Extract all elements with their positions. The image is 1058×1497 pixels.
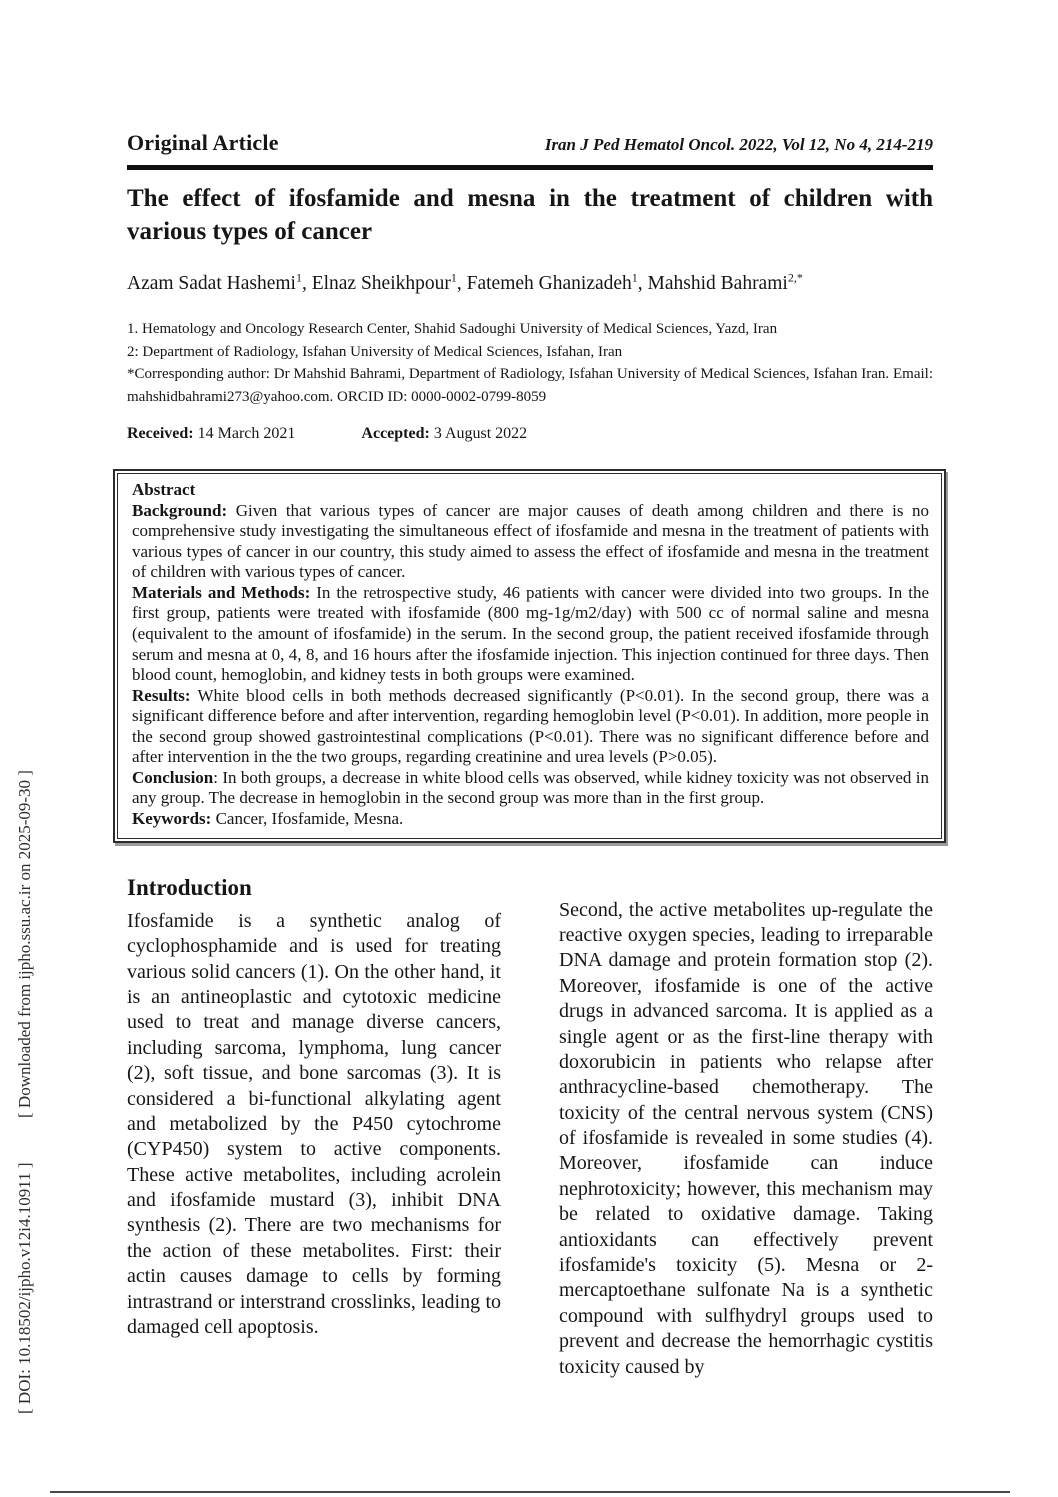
affiliation-1: 1. Hematology and Oncology Research Center, Shahid Sadoughi University of Medical Sciences, Yazd, Iran	[127, 321, 778, 337]
paper-title: The effect of ifosfamide and mesna in the treatment of children with various types of cancer	[127, 185, 933, 245]
received-date: 14 March 2021	[197, 425, 296, 442]
author-affiliation-mark: 1	[295, 270, 302, 285]
page-bottom-divider	[50, 1491, 1010, 1493]
dates-line	[127, 425, 933, 443]
left-column	[127, 873, 501, 1380]
results-label: Results:	[132, 685, 191, 705]
background-text: Given that various types of cancer are major causes of death among children and there is no comprehensive study investigating the simultaneous effect of ifosfamide and mesna in the treatment of patients with various types of cancer in our country, this study aimed to assess the effect of ifosfamide and mesna in the treatment of children with various types of cancer.	[132, 500, 930, 582]
doi-watermark: [ DOI: 10.18502/ijpho.v12i4.10911 ]	[15, 1162, 34, 1414]
author-name: , Elnaz Sheikhpour	[301, 273, 451, 294]
accepted-date: 3 August 2022	[433, 425, 528, 442]
abstract-box-inner	[117, 473, 942, 839]
abstract-keywords	[132, 809, 929, 830]
introduction-paragraph-right: Second, the active metabolites up-regulate the reactive oxygen species, leading to irreparable DNA damage and protein formation stop (2). Moreover, ifosfamide is one of the active drugs in advanced sarcoma. It is applied as a single agent or as the first-line therapy with doxorubicin in patients who relapse after anthracycline-based chemotherapy. The toxicity of the central nervous system (CNS) of ifosfamide is revealed in some studies (4). Moreover, ifosfamide can induce nephrotoxicity; however, this mechanism may be related to oxidative damage. Taking antioxidants can effectively prevent ifosfamide's toxicity (5). Mesna or 2-mercaptoethane sulfonate Na is a synthetic compound with sulfhydryl groups used to prevent and decrease the hemorrhagic cystitis toxicity caused by	[559, 898, 933, 1378]
introduction-paragraph-left: Ifosfamide is a synthetic analog of cyclophosphamide and is used for treating various solid cancers (1). On the other hand, it is an antineoplastic and cytotoxic medicine used to treat and manage diverse cancers, including sarcoma, lymphoma, lung cancer (2), soft tissue, and bone sarcomas (3). It is considered a bi-functional alkylating agent and metabolized by the P450 cytochrome (CYP450) system to active components. These active metabolites, including acrolein and ifosfamide mustard (3), inhibit DNA synthesis (2). There are two mechanisms for the action of these metabolites. First: their actin causes damage to cells by forming intrastrand or interstrand crosslinks, leading to damaged cell apoptosis.	[127, 909, 501, 1339]
abstract-box	[113, 469, 946, 843]
author-name: , Mahshid Bahrami	[637, 273, 788, 294]
author-affiliation-mark: 1	[631, 270, 638, 285]
conclusion-text: : In both groups, a decrease in white blood cells was observed, while kidney toxicity was not observed in any group. The decrease in hemoglobin in the second group was more than in the first group.	[132, 767, 929, 808]
abstract-results	[132, 686, 929, 768]
author-name: Azam Sadat Hashemi	[127, 273, 296, 294]
abstract-background	[132, 501, 929, 583]
authors-line	[127, 270, 933, 295]
introduction-heading: Introduction	[127, 874, 252, 900]
paper-page	[127, 130, 933, 1380]
introduction-section	[127, 873, 933, 1380]
received-label: Received:	[127, 425, 194, 442]
background-label: Background:	[132, 500, 228, 520]
affiliations-block	[127, 318, 933, 408]
methods-text: In the retrospective study, 46 patients with cancer were divided into two groups. In the first group, patients were treated with ifosfamide (800 mg-1g/m2/day) with 500 cc of normal saline and mesna (equivalent to the amount of ifosfamide) in the serum. In the second group, the patient received ifosfamide through serum and mesna at 0, 4, 8, and 16 hours after the ifosfamide injection. This injection continued for three days. Then blood count, hemoglobin, and kidney tests in both groups were examined.	[132, 582, 929, 685]
article-type-label: Original Article	[127, 130, 279, 155]
header-divider	[127, 165, 933, 170]
affiliation-2: 2: Department of Radiology, Isfahan University of Medical Sciences, Isfahan, Iran	[127, 343, 623, 360]
conclusion-label: Conclusion	[132, 767, 214, 787]
right-column	[559, 898, 933, 1380]
accepted-label: Accepted:	[361, 425, 430, 442]
corresponding-author-note: *Corresponding author: Dr Mahshid Bahrami, Department of Radiology, Isfahan University of Medical Sciences, Isfahan Iran. Email: mahshidbahrami273@yahoo.com. ORCID ID: 0000-0002-0799-8059	[127, 366, 933, 405]
results-text: White blood cells in both methods decreased significantly (P<0.01). In the second group, there was a significant difference before and after intervention, regarding hemoglobin level (P<0.01). In addition, more people in the second group showed gastrointestinal complications (P<0.01). There was no significant difference before and after intervention in the the two groups, regarding creatinine and urea levels (P>0.05).	[132, 685, 929, 767]
author-affiliation-mark: 1	[450, 270, 457, 285]
author-name: , Fatemeh Ghanizadeh	[456, 273, 632, 294]
abstract-methods	[132, 583, 929, 686]
journal-citation: Iran J Ped Hematol Oncol. 2022, Vol 12, No 4, 214-219	[544, 135, 933, 154]
downloaded-watermark: [ Downloaded from ijpho.ssu.ac.ir on 2025-09-30 ]	[15, 770, 34, 1118]
keywords-text: Cancer, Ifosfamide, Mesna.	[215, 809, 404, 828]
methods-label: Materials and Methods:	[132, 582, 311, 602]
abstract-heading: Abstract	[132, 480, 196, 499]
keywords-label: Keywords:	[132, 809, 212, 828]
author-affiliation-mark: 2,*	[787, 270, 803, 285]
page-header	[127, 130, 933, 156]
abstract-conclusion	[132, 768, 929, 809]
